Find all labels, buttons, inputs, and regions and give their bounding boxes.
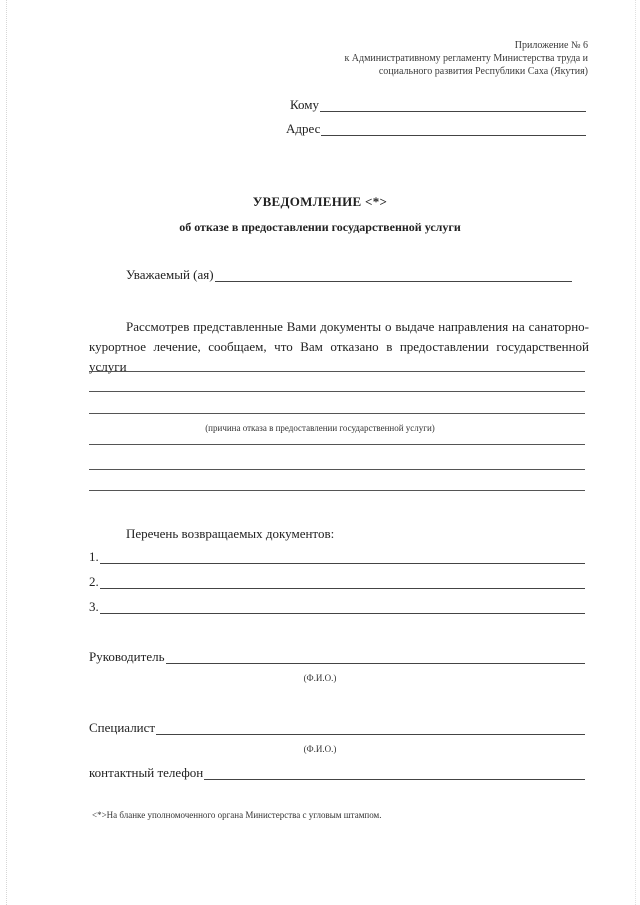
appendix-reference: к Административному регламенту Министерства труда и	[344, 53, 588, 64]
address-label: Адрес	[286, 121, 321, 136]
document-item-number: 3.	[89, 599, 99, 614]
phone-field-line[interactable]	[204, 768, 585, 780]
document-item-number: 2.	[89, 574, 99, 589]
document-item-number: 1.	[89, 549, 99, 564]
footnote: <*>На бланке уполномоченного органа Министерства с угловым штампом.	[92, 810, 382, 820]
head-signature-line[interactable]	[166, 652, 586, 664]
document-item-line[interactable]	[100, 602, 585, 614]
notice-subtitle: об отказе в предоставлении государственной услуги	[179, 220, 461, 234]
phone-label: контактный телефон	[89, 765, 204, 780]
reason-line-3[interactable]	[89, 413, 585, 414]
greeting-field-row	[126, 268, 572, 282]
appendix-header	[258, 39, 588, 78]
head-signature-row	[89, 650, 585, 664]
returned-documents-heading: Перечень возвращаемых документов:	[126, 526, 335, 541]
reason-caption: (причина отказа в предоставлении государственной услуги)	[205, 423, 435, 433]
appendix-ministry: социального развития Республики Саха (Якутия)	[378, 66, 588, 77]
page-edge-left	[6, 0, 7, 905]
head-label: Руководитель	[89, 649, 165, 664]
to-field-row	[290, 98, 586, 112]
appendix-number: Приложение № 6	[514, 40, 588, 51]
greeting-label: Уважаемый (ая)	[126, 267, 214, 282]
head-name-caption: (Ф.И.О.)	[303, 673, 337, 683]
page-edge-right	[635, 0, 636, 905]
greeting-field-line[interactable]	[215, 270, 572, 282]
specialist-signature-line[interactable]	[156, 723, 585, 735]
to-label: Кому	[290, 97, 320, 112]
document-item-3	[89, 600, 585, 614]
document-item-line[interactable]	[100, 577, 585, 589]
reason-line-5[interactable]	[89, 469, 585, 470]
specialist-label: Специалист	[89, 720, 156, 735]
address-field-line[interactable]	[321, 124, 586, 136]
notice-body: Рассмотрев представленные Вами документы о выдаче направления на санаторно-курортное лечение, сообщаем, что Вам отказано в предоставлении государственной услуги	[89, 319, 589, 374]
reason-line-6[interactable]	[89, 490, 585, 491]
document-item-line[interactable]	[100, 552, 585, 564]
notice-title: УВЕДОМЛЕНИЕ <*>	[252, 194, 388, 209]
specialist-signature-row	[89, 721, 585, 735]
reason-line-1[interactable]	[89, 371, 585, 372]
reason-line-2[interactable]	[89, 391, 585, 392]
address-field-row	[286, 122, 586, 136]
phone-field-row	[89, 766, 585, 780]
specialist-name-caption: (Ф.И.О.)	[303, 744, 337, 754]
document-item-2	[89, 575, 585, 589]
reason-line-4[interactable]	[89, 444, 585, 445]
document-item-1	[89, 550, 585, 564]
to-field-line[interactable]	[320, 100, 586, 112]
